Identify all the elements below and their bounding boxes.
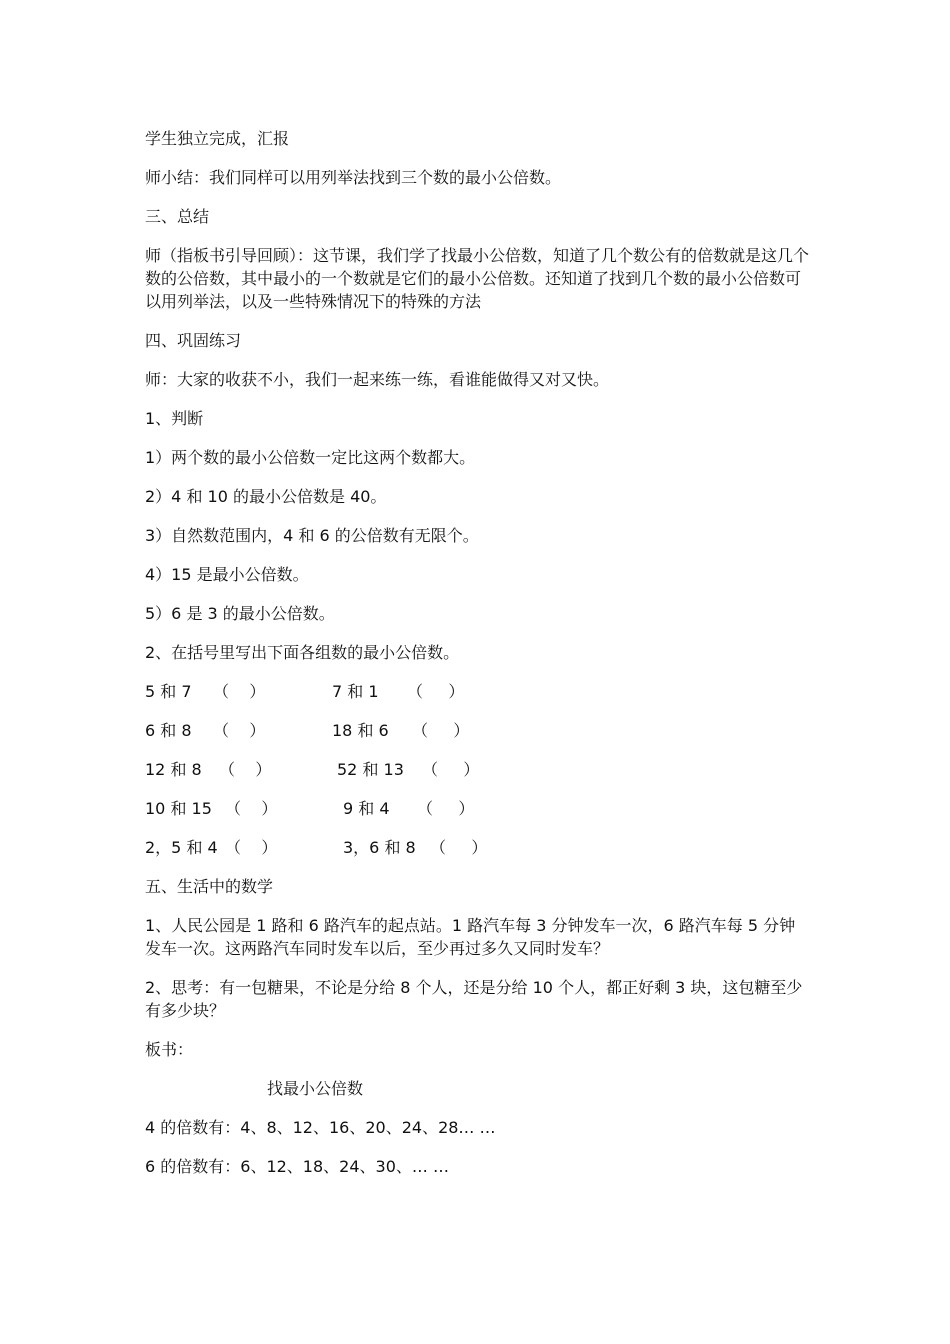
exercise-row	[145, 797, 810, 820]
exercise-row	[145, 836, 810, 859]
paragraph-teacher-summary: 师小结：我们同样可以用列举法找到三个数的最小公倍数。	[145, 168, 562, 187]
exercise-left-pair: 2，5 和 4	[145, 838, 218, 857]
paragraph-practice-intro: 师：大家的收获不小，我们一起来练一练，看谁能做得又对又快。	[145, 370, 610, 389]
paragraph-review: 师（指板书引导回顾）：这节课，我们学了找最小公倍数，知道了几个数公有的倍数就是这几个数的公倍数，其中最小的一个数就是它们的最小公倍数。还知道了找到几个数的最小公倍数可以用列举法，以及一些特殊情况下的特殊的方法	[145, 246, 810, 311]
exercise-left-pair: 10 和 15	[145, 799, 212, 818]
exercise-right-blank: （ ）	[407, 682, 465, 701]
board-title: 找最小公倍数	[267, 1079, 364, 1098]
judge-item-4: 4）15 是最小公倍数。	[145, 565, 309, 584]
section-heading-life-math: 五、生活中的数学	[145, 877, 274, 896]
judge-item-2: 2）4 和 10 的最小公倍数是 40。	[145, 487, 387, 506]
exercise-row	[145, 680, 810, 703]
word-problem-2: 2、思考：有一包糖果，不论是分给 8 个人，还是分给 10 个人，都正好剩 3 块，这包糖至少有多少块？	[145, 978, 803, 1020]
section-heading-summary: 三、总结	[145, 207, 210, 226]
exercise-row	[145, 758, 810, 781]
board-multiples-of-4: 4 的倍数有：4、8、12、16、20、24、28… …	[145, 1118, 496, 1137]
exercise-right-blank: （ ）	[422, 760, 480, 779]
exercise-left-blank: （ ）	[219, 760, 272, 779]
board-label: 板书：	[145, 1040, 194, 1059]
exercise-right-blank: （ ）	[430, 838, 488, 857]
word-problem-1: 1、人民公园是 1 路和 6 路汽车的起点站。1 路汽车每 3 分钟发车一次，6 路汽车每 5 分钟发车一次。这两路汽车同时发车以后，至少再过多久又同时发车？	[145, 916, 796, 958]
exercise-right-blank: （ ）	[412, 721, 470, 740]
exercise-left-blank: （ ）	[213, 721, 266, 740]
judge-item-3: 3）自然数范围内，4 和 6 的公倍数有无限个。	[145, 526, 479, 545]
exercise-right-pair: 7 和 1	[332, 682, 379, 701]
exercise-left-pair: 12 和 8	[145, 760, 202, 779]
board-multiples-of-6: 6 的倍数有：6、12、18、24、30、… …	[145, 1157, 449, 1176]
exercise-heading-judge: 1、判断	[145, 409, 204, 428]
exercise-right-blank: （ ）	[417, 799, 475, 818]
exercise-left-blank: （ ）	[213, 682, 266, 701]
exercise-left-blank: （ ）	[225, 838, 278, 857]
exercise-right-pair: 52 和 13	[337, 760, 404, 779]
exercise-right-pair: 3，6 和 8	[343, 838, 416, 857]
exercise-right-pair: 9 和 4	[343, 799, 390, 818]
judge-item-1: 1）两个数的最小公倍数一定比这两个数都大。	[145, 448, 476, 467]
exercise-left-pair: 6 和 8	[145, 721, 192, 740]
document-page	[145, 127, 810, 1194]
exercise-left-blank: （ ）	[225, 799, 278, 818]
exercise-left-pair: 5 和 7	[145, 682, 192, 701]
exercise-right-pair: 18 和 6	[332, 721, 389, 740]
exercise-heading-fill: 2、在括号里写出下面各组数的最小公倍数。	[145, 643, 460, 662]
section-heading-practice: 四、巩固练习	[145, 331, 242, 350]
exercise-row	[145, 719, 810, 742]
judge-item-5: 5）6 是 3 的最小公倍数。	[145, 604, 335, 623]
paragraph-student-report: 学生独立完成，汇报	[145, 129, 290, 148]
